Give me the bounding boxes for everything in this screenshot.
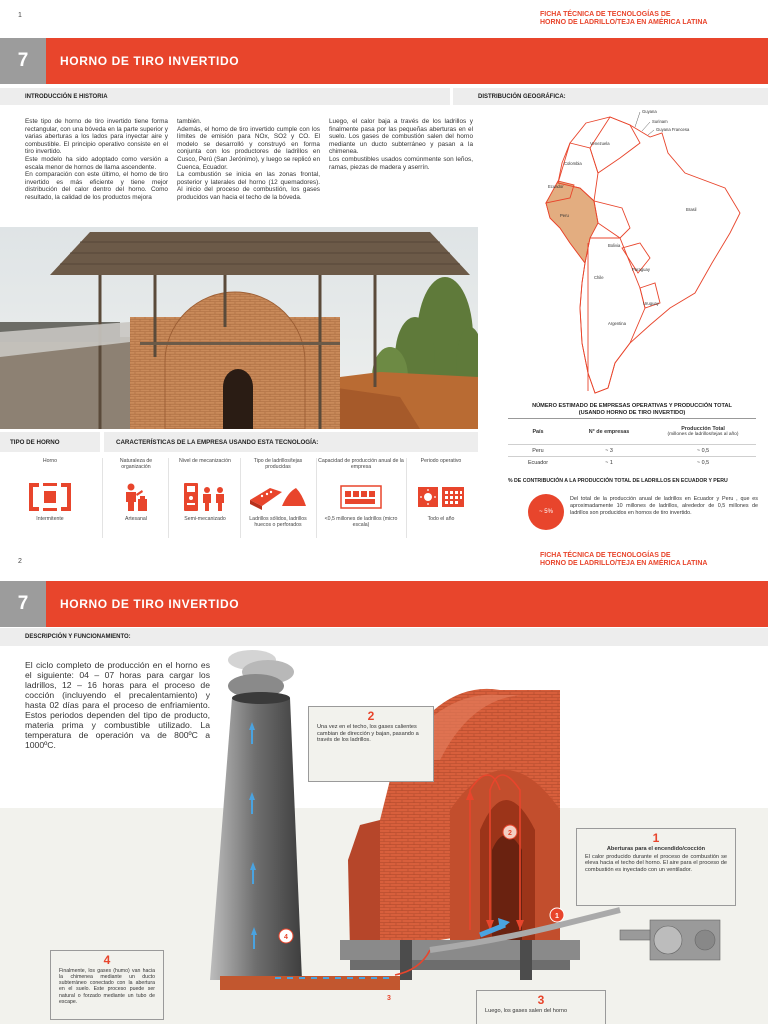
callout-3 bbox=[476, 990, 606, 1024]
map-label-paraguay: Paraguay bbox=[632, 267, 650, 272]
feature-label: Tipo de ladrillos/tejas producidas bbox=[253, 458, 303, 470]
map-label-brazil: Brasil bbox=[686, 207, 697, 212]
page-number: 1 bbox=[18, 12, 22, 19]
table-row bbox=[508, 445, 756, 457]
cell: ~ 0,5 bbox=[650, 457, 756, 469]
cell: ~ 0,5 bbox=[650, 445, 756, 457]
map-label-guyana: Guyana bbox=[642, 109, 657, 114]
callout-2-text: Una vez en el techo, los gases calientes cambian de dirección y bajan, pasando a través de los ladrillos. bbox=[317, 723, 419, 744]
feature-bricks-type bbox=[242, 458, 314, 528]
company-characteristics-heading: CARACTERÍSTICAS DE LA EMPRESA USANDO ESTA TECNOLOGÍA: bbox=[104, 432, 478, 452]
feature-mechanization bbox=[172, 458, 238, 522]
col-production-note: (millones de ladrillos/tejas al año) bbox=[667, 432, 739, 437]
title-band bbox=[0, 38, 768, 84]
cell: ~ 3 bbox=[568, 445, 650, 457]
kiln-type-label: Horno bbox=[42, 458, 58, 464]
semi-mechanized-icon bbox=[172, 480, 238, 514]
map-label-colombia: Colombia bbox=[564, 161, 582, 166]
map-label-peru: Peru bbox=[560, 213, 569, 218]
page-title-2: HORNO DE TIRO INVERTIDO bbox=[60, 597, 240, 611]
geo-heading: DISTRIBUCIÓN GEOGRÁFICA: bbox=[453, 88, 768, 105]
sheet-header-2-line1: FICHA TÉCNICA DE TECNOLOGÍAS DE bbox=[540, 552, 671, 559]
kiln-type-heading: TIPO DE HORNO bbox=[0, 432, 100, 452]
col-production-label: Producción Total bbox=[681, 426, 725, 432]
production-capacity-icon bbox=[318, 480, 404, 514]
contribution-text: Del total de la producción anual de ladrillos en Ecuador y Peru , que es aproximadamente 10 millones de ladrillos, alrededor de 0,5 millones de ladrillos son producidos en hornos de tiro invertido. bbox=[570, 496, 758, 516]
callout-1-title: Aberturas para el encendido/cocción bbox=[606, 845, 706, 852]
intro-text-2: también. Además, el horno de tiro invertido cumple con los límites de emisión para NOx, SO2 y CO. El modelo se desarrolló y construyó en forma conjunta con los productores de ladrillos en Cusco, Perú (San Jerónimo), y luego se replicó en Cuenca, Ecuador. La combustión se inicia en las zonas frontal, posterior y laterales del horno (12 quemadores). Al inicio del proceso de combustión, los gases producidos van hacia el techo de la bóveda. bbox=[177, 118, 320, 201]
kiln-photo bbox=[0, 227, 478, 429]
callout-1 bbox=[576, 828, 736, 906]
callout-1-number: 1 bbox=[652, 831, 660, 845]
callout-2 bbox=[308, 706, 434, 782]
callout-4-text: Finalmente, los gases (humo) van hacia la chimenea mediante un ducto subterráneo conectado con la abertura en el suelo. Este proceso puede ser natural o forzado mediante un tubo de escape. bbox=[59, 967, 155, 1005]
artisan-icon bbox=[106, 480, 166, 514]
contribution-badge: ~ 5% bbox=[528, 494, 564, 530]
feature-value: Artesanal bbox=[125, 516, 147, 522]
col-country: País bbox=[508, 419, 568, 445]
companies-table-title-line2: (USANDO HORNO DE TIRO INVERTIDO) bbox=[578, 410, 686, 416]
callout-4-number: 4 bbox=[103, 953, 111, 967]
intro-text-1: Este tipo de horno de tiro invertido tiene forma rectangular, con una bóveda en la parte superior y varias aberturas a los lados para inyectar aire y combustible. El principio operativo consiste en el tiro invertido. Este modelo ha sido adoptado como versión a escala menor de hornos de llama ascendente. En comparación con este último, el horno de tiro invertido es más eficiente y tiene mejor distribución del calor dentro del horno. Como resultado, la calidad de los productos mejora bbox=[25, 118, 168, 201]
description-text: El ciclo completo de producción en el horno es el siguiente: 04 – 07 horas para cargar los ladrillos, 12 – 16 horas para el proceso de cocción (incluyendo el precalentamiento) y hasta 02 días para el proceso de enfriamiento. Estos periodos dependen del tipo de producto, materia prima y combustible utilizado. La temperatura de operación va de 800ºC a 1000ºC. bbox=[25, 660, 210, 750]
sheet-header bbox=[540, 11, 707, 27]
operating-period-icon bbox=[408, 480, 474, 514]
diagram-marker-4: 4 bbox=[284, 934, 288, 941]
contribution-heading: % DE CONTRIBUCIÓN A LA PRODUCCIÓN TOTAL DE LADRILLOS EN ECUADOR Y PERU bbox=[508, 478, 728, 484]
table-row bbox=[508, 457, 756, 469]
section-number-2: 7 bbox=[0, 581, 46, 627]
feature-capacity bbox=[318, 458, 404, 528]
feature-label: Periodo operativo bbox=[420, 458, 462, 464]
map-label-bolivia: Bolivia bbox=[608, 243, 621, 248]
companies-table-title bbox=[508, 403, 756, 417]
intro-heading: INTRODUCCIÓN E HISTORIA bbox=[0, 88, 450, 105]
callout-4 bbox=[50, 950, 164, 1020]
col-production bbox=[650, 419, 756, 445]
intro-column-1 bbox=[25, 118, 168, 202]
feature-value: Ladrillos sólidos, ladrillos huecos o perforados bbox=[249, 516, 307, 528]
map-label-argentina: Argentina bbox=[608, 321, 626, 326]
kiln-type-value: Intermitente bbox=[36, 516, 64, 522]
intro-column-3 bbox=[329, 118, 473, 171]
blower bbox=[620, 920, 720, 960]
feature-value: <0,5 millones de ladrillos (micro escala) bbox=[324, 516, 398, 528]
feature-value: Todo el año bbox=[427, 516, 455, 522]
feature-organization bbox=[106, 458, 166, 522]
description-heading: DESCRIPCIÓN Y FUNCIONAMIENTO: bbox=[0, 628, 768, 646]
feature-operating-period bbox=[408, 458, 474, 522]
intermittent-kiln-icon bbox=[8, 480, 92, 514]
section-number: 7 bbox=[0, 38, 46, 84]
diagram-marker-2: 2 bbox=[508, 830, 512, 837]
col-companies: N° de empresas bbox=[568, 419, 650, 445]
feature-label: Naturaleza de organización bbox=[119, 458, 153, 470]
table-header-row bbox=[508, 419, 756, 445]
feature-label: Nivel de mecanización bbox=[179, 458, 231, 464]
callout-1-text: El calor producido durante el proceso de combustión se eleva hacia el techo del horno. El aire para el proceso de combustión es inyectado con un ventilador. bbox=[585, 853, 727, 874]
diagram-marker-1: 1 bbox=[555, 913, 559, 920]
kiln-type-card bbox=[8, 458, 92, 522]
companies-table bbox=[508, 418, 756, 469]
feature-value: Semi-mecanizado bbox=[184, 516, 226, 522]
map-label-french-guiana: Guyana Francesa bbox=[656, 127, 690, 132]
intro-column-2 bbox=[177, 118, 320, 202]
map-label-uruguay: Uruguay bbox=[643, 301, 659, 306]
south-america-map bbox=[490, 103, 760, 398]
map-label-chile: Chile bbox=[594, 275, 604, 280]
sheet-header-2 bbox=[540, 552, 707, 568]
callout-3-number: 3 bbox=[537, 993, 545, 1007]
sheet-header-2-line2: HORNO DE LADRILLO/TEJA EN AMÉRICA LATINA bbox=[540, 560, 708, 567]
title-band-2 bbox=[0, 581, 768, 627]
map-continent bbox=[546, 117, 740, 393]
map-label-suriname: Surinam bbox=[652, 119, 668, 124]
intro-text-3: Luego, el calor baja a través de los ladrillos y finalmente pasa por las pequeñas aberturas en el suelo. Los gases de combustión salen del horno mediante un ducto subterráneo y pasan a la chimenea. Los combustibles usados comúnmente son leños, ramas, piezas de madera y aserrín. bbox=[329, 118, 473, 171]
feature-label: Capacidad de producción anual de la empresa bbox=[318, 458, 404, 470]
sheet-header-line2: HORNO DE LADRILLO/TEJA EN AMÉRICA LATINA bbox=[540, 19, 708, 26]
sheet-header-line1: FICHA TÉCNICA DE TECNOLOGÍAS DE bbox=[540, 11, 671, 18]
cell: Ecuador bbox=[508, 457, 568, 469]
page-number-2: 2 bbox=[18, 558, 22, 565]
bricks-tiles-icon bbox=[242, 480, 314, 514]
callout-2-number: 2 bbox=[367, 709, 375, 723]
diagram-marker-3: 3 bbox=[387, 995, 391, 1002]
page-title: HORNO DE TIRO INVERTIDO bbox=[60, 54, 240, 68]
map-label-venezuela: Venezuela bbox=[590, 141, 610, 146]
companies-table-title-line1: NÚMERO ESTIMADO DE EMPRESAS OPERATIVAS Y PRODUCCIÓN TOTAL bbox=[532, 403, 732, 409]
cell: ~ 1 bbox=[568, 457, 650, 469]
map-label-ecuador: Ecuador bbox=[548, 184, 564, 189]
callout-3-text: Luego, los gases salen del horno bbox=[485, 1007, 568, 1014]
cell: Peru bbox=[508, 445, 568, 457]
kiln-body bbox=[348, 820, 380, 950]
